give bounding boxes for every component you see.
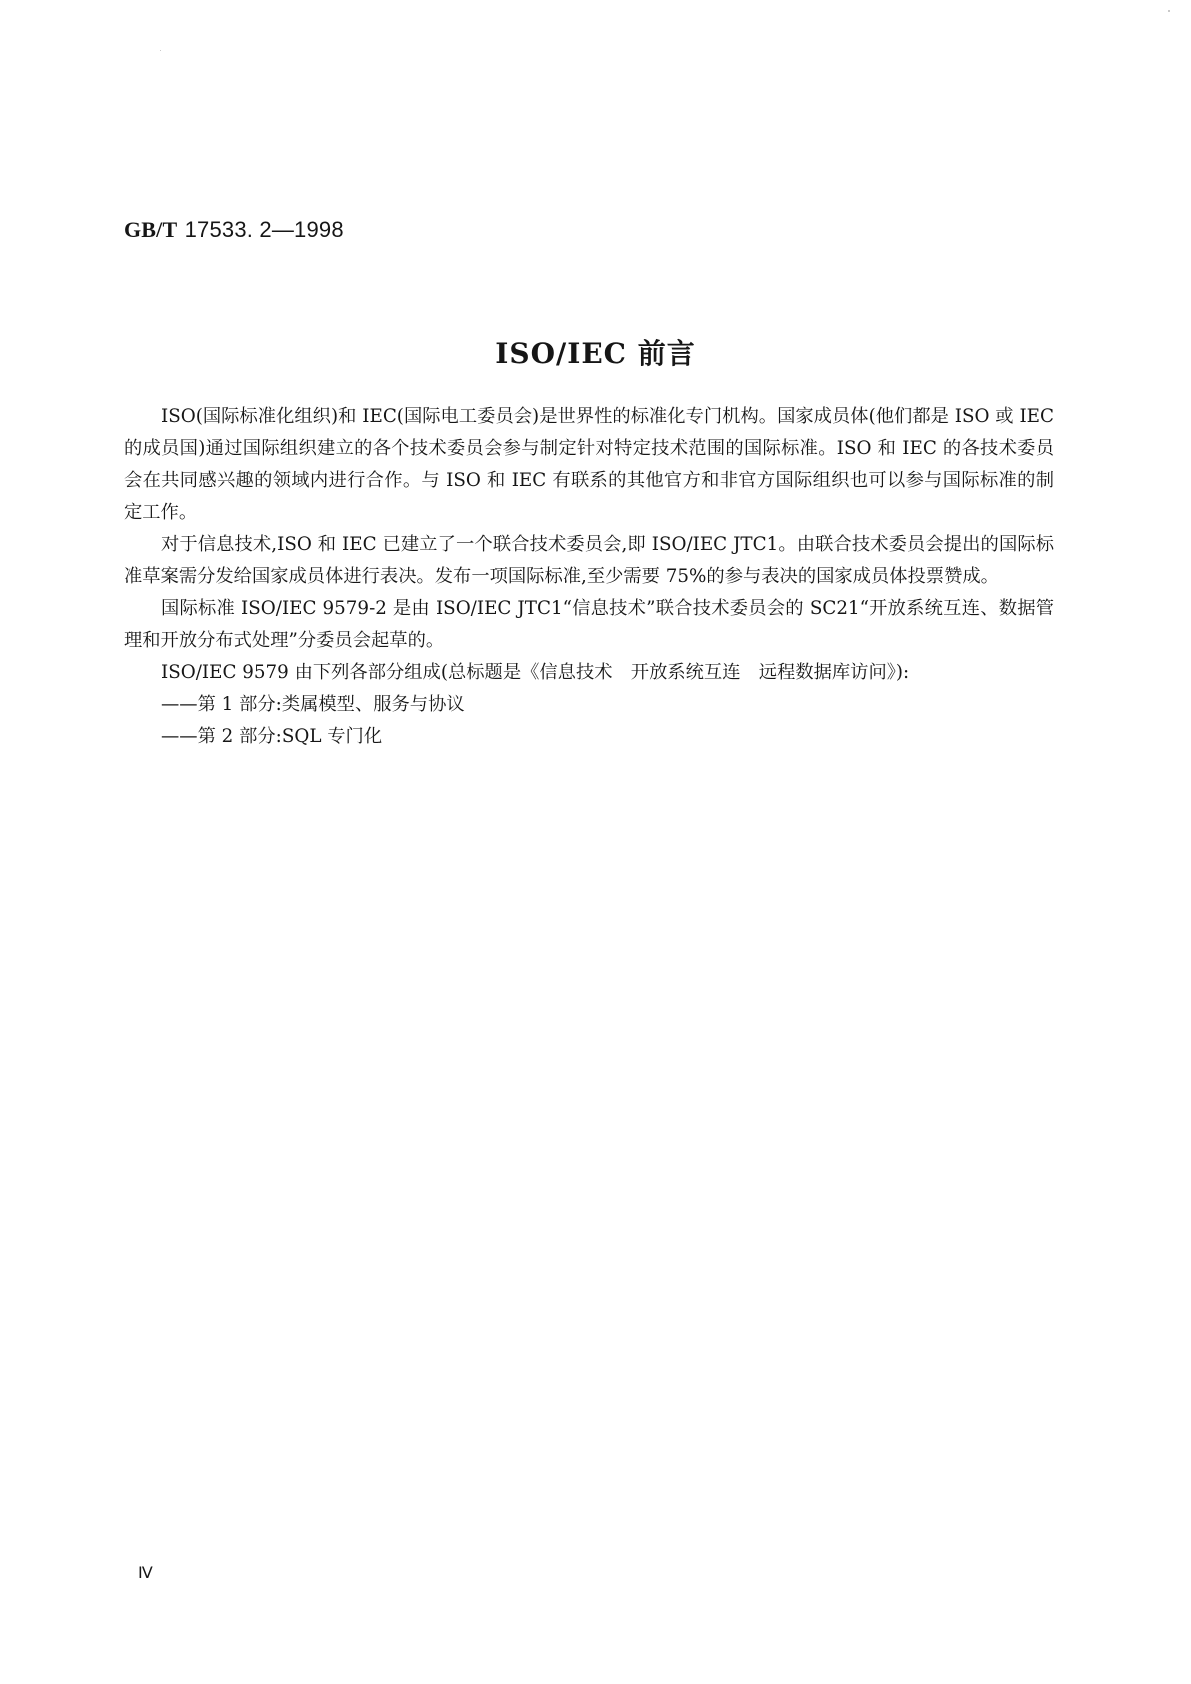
standard-code-prefix: GB/T xyxy=(124,217,178,242)
part-list-item: ——第 2 部分:SQL 专门化 xyxy=(161,726,383,747)
page-number: Ⅳ xyxy=(138,1565,153,1582)
page-title: ISO/IEC 前言 xyxy=(495,337,696,370)
standard-code-number: 17533. 2—1998 xyxy=(184,217,344,242)
paragraph: 对于信息技术,ISO 和 IEC 已建立了一个联合技术委员会,即 ISO/IEC JTC1。由联合技术委员会提出的国际标准草案需分发给国家成员体进行表决。发布一项国际标准,至少需要 75%的参与表决的国家成员体投票赞成。 xyxy=(124,534,1054,587)
document-body xyxy=(124,401,1054,753)
scan-speck xyxy=(160,50,161,51)
paragraph: 国际标准 ISO/IEC 9579-2 是由 ISO/IEC JTC1“信息技术”联合技术委员会的 SC21“开放系统互连、数据管理和开放分布式处理”分委员会起草的。 xyxy=(124,598,1054,651)
paragraph: ISO/IEC 9579 由下列各部分组成(总标题是《信息技术 开放系统互连 远程数据库访问》): xyxy=(161,662,910,683)
scan-speck xyxy=(1168,10,1170,12)
part-list-item: ——第 1 部分:类属模型、服务与协议 xyxy=(161,694,465,715)
standard-code xyxy=(124,216,344,245)
paragraph: ISO(国际标准化组织)和 IEC(国际电工委员会)是世界性的标准化专门机构。国家成员体(他们都是 ISO 或 IEC 的成员国)通过国际组织建立的各个技术委员会参与制定针对特定技术范围的国际标准。ISO 和 IEC 的各技术委员会在共同感兴趣的领域内进行合作。与 ISO 和 IEC 有联系的其他官方和非官方国际组织也可以参与国际标准的制定工作。 xyxy=(124,406,1054,523)
